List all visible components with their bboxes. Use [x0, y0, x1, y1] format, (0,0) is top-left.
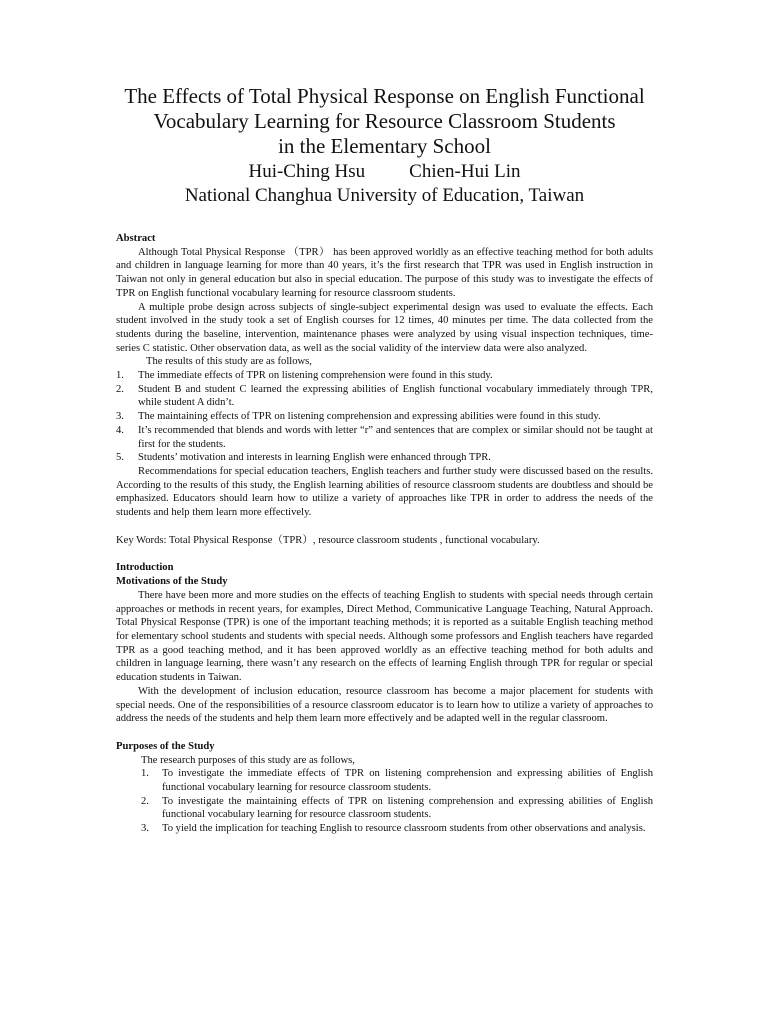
list-item: [141, 795, 653, 822]
list-item: [116, 410, 653, 424]
title-block: [116, 84, 653, 208]
purposes-heading: Purposes of the Study: [116, 740, 215, 752]
list-item: [116, 383, 653, 410]
list-item-text: Students’ motivation and interests in learning English were enhanced through TPR.: [138, 452, 491, 464]
list-item: [141, 767, 653, 794]
list-number: 3.: [116, 411, 124, 423]
title-line: The Effects of Total Physical Response on English Functional: [124, 84, 645, 108]
motivations-subheading: Motivations of the Study: [116, 576, 228, 588]
results-list: [116, 369, 653, 465]
list-number: 2.: [116, 383, 124, 395]
list-item-text: The maintaining effects of TPR on listening comprehension and expressing abilities were found in this study.: [138, 411, 601, 423]
list-number: 3.: [141, 823, 149, 835]
purposes-lead-in: The research purposes of this study are as follows,: [141, 754, 355, 766]
list-item-text: To investigate the maintaining effects of TPR on listening comprehension and expressing abilities of English functional vocabulary learning for resource classroom students.: [162, 795, 653, 821]
list-number: 4.: [116, 424, 124, 436]
list-item: [116, 451, 653, 465]
list-number: 5.: [116, 452, 124, 464]
list-item: [116, 369, 653, 383]
introduction-paragraph: With the development of inclusion education, resource classroom has become a major placement for students with special needs. One of the responsibilities of a resource classroom educator is to learn how to utilize a variety of approaches to address the needs of the students and help them learn more effectively and be adapted well in the regular classroom.: [116, 685, 653, 725]
affiliation: National Changhua University of Education, Taiwan: [184, 185, 585, 206]
list-item-text: The immediate effects of TPR on listening comprehension were found in this study.: [138, 370, 493, 382]
introduction-paragraph: There have been more and more studies on the effects of teaching English to students with special needs through certain approaches or methods in recent years, for examples, Direct Method, Communicative Language Teaching, Natural Approach. Total Physical Response (TPR) is one of the important teaching methods; it is reported as a suitable English teaching method for elementary school students and students with special needs. Although some professors and English teachers have regarded TPR as a good teaching method, and it has been approved worldly as an effective teaching method for both adults and children in language learning, there wasn’t any research on the effects of learning English through TPR for regular or special education students in Taiwan.: [116, 589, 653, 684]
keywords: Key Words: Total Physical Response（TPR）, resource classroom students , functional vocabulary.: [116, 534, 540, 546]
purposes-list: [141, 767, 653, 836]
title-line: in the Elementary School: [278, 134, 491, 158]
list-item: [141, 822, 653, 836]
list-item-text: To investigate the immediate effects of TPR on listening comprehension and expressing abilities of English functional vocabulary learning for resource classroom students.: [162, 768, 653, 794]
list-number: 2.: [141, 795, 149, 807]
author-name: Hui-Ching Hsu: [248, 161, 366, 182]
abstract-heading: Abstract: [116, 233, 156, 244]
results-lead-in: The results of this study are as follows,: [146, 356, 312, 368]
author-list: [116, 160, 653, 184]
list-item-text: To yield the implication for teaching English to resource classroom students from other observations and analysis.: [162, 823, 646, 835]
paper-body: [116, 232, 653, 836]
list-item-text: Student B and student C learned the expressing abilities of English functional vocabulary immediately through TPR, while student A didn’t.: [138, 383, 653, 409]
title-line: Vocabulary Learning for Resource Classroom Students: [153, 109, 616, 133]
list-item: [116, 424, 653, 451]
paper-title: [116, 84, 653, 159]
list-item-text: It’s recommended that blends and words with letter “r” and sentences that are complex or similar should not be taught at first for the students.: [138, 424, 653, 450]
abstract-paragraph: Although Total Physical Response （TPR） has been approved worldly as an effective teaching method for both adults and children in language learning for more than 40 years, it’s the first research that TPR was used in English instruction in Taiwan not only in general education but also in special education. The purpose of this study was to investigate the effects of TPR on English functional vocabulary learning for resource classroom students.: [116, 246, 653, 299]
abstract-paragraph: Recommendations for special education teachers, English teachers and further study were discussed based on the results. According to the results of this study, the English learning abilities of resource classroom students are doubtless and should be emphasized. Educators should learn how to utilize a variety of approaches like TPR in order to address the needs of the students and help them learn more effectively.: [116, 465, 653, 519]
list-number: 1.: [141, 768, 149, 780]
author-name: Chien-Hui Lin: [409, 161, 521, 182]
abstract-paragraph: A multiple probe design across subjects of single-subject experimental design was used to evaluate the effects. Each student involved in the study took a set of English courses for 12 times, 40 minutes per time. The data collected from the students during the baseline, intervention, maintenance phases were analyzed by using visual inspection techniques, time-series C statistic. Other observation data, as well as the social validity of the interview data were also analyzed.: [116, 301, 653, 354]
list-number: 1.: [116, 370, 124, 382]
introduction-heading: Introduction: [116, 562, 174, 574]
